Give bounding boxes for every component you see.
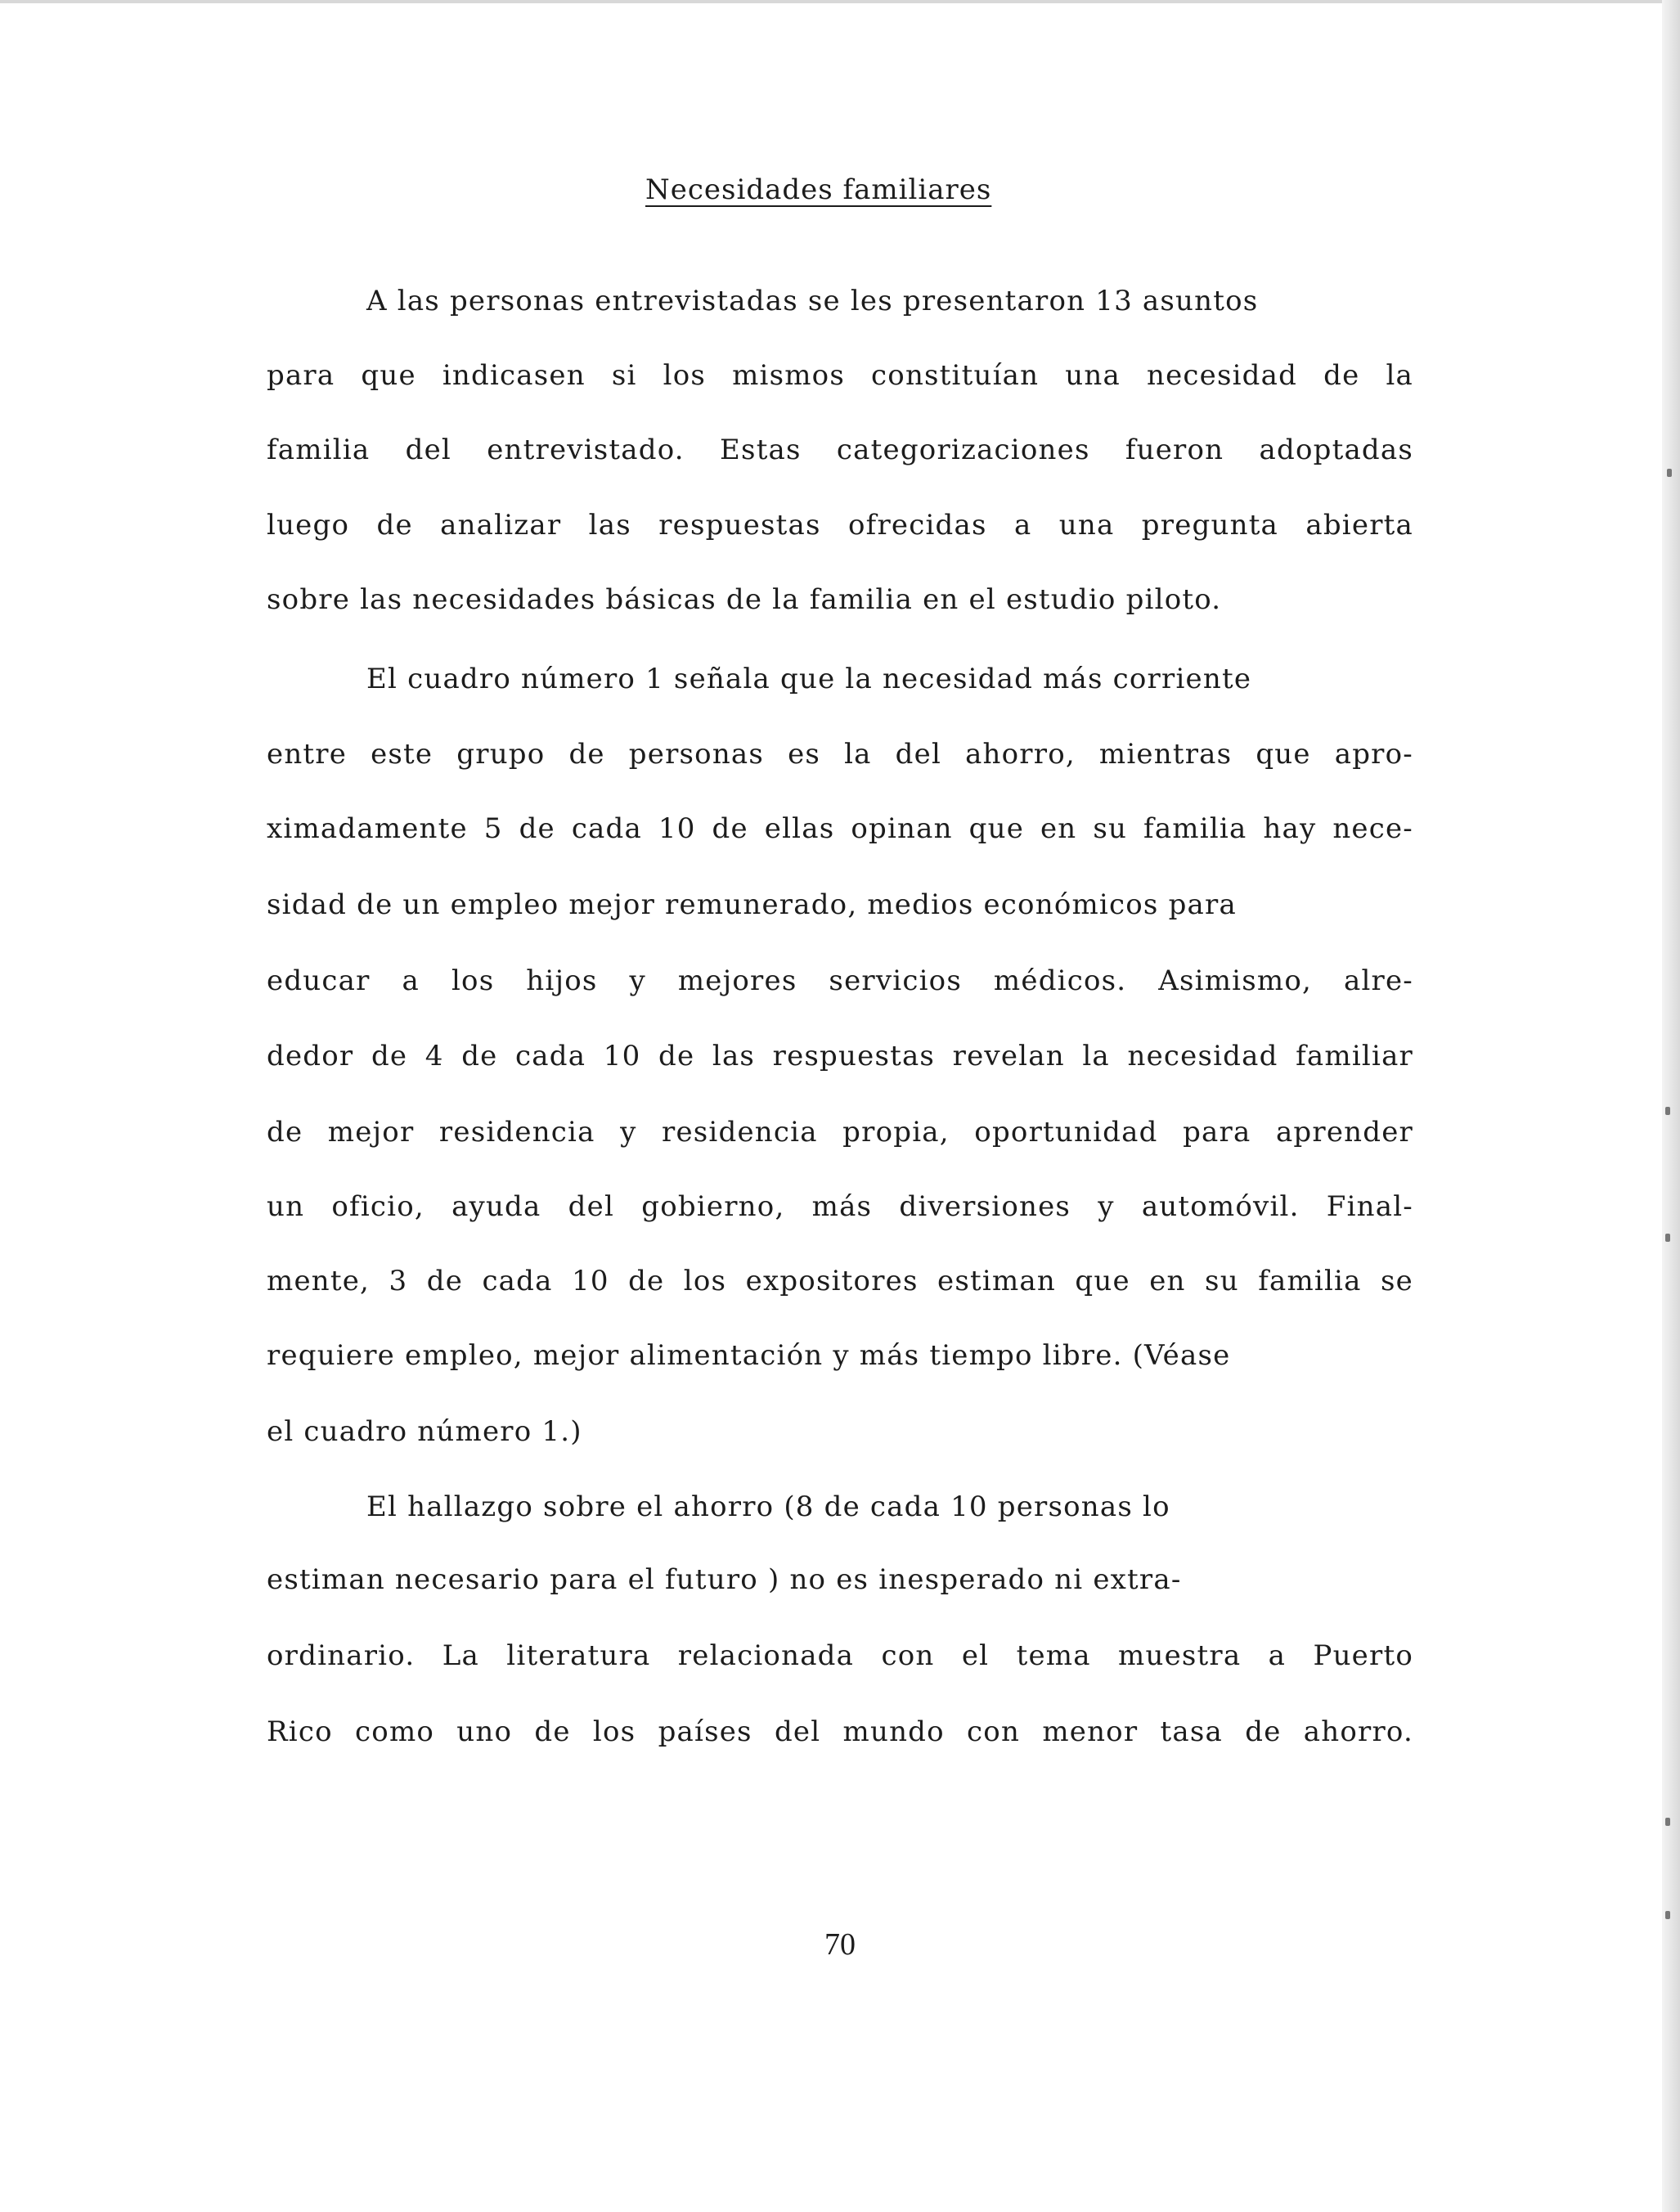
scan-speck xyxy=(1665,1107,1670,1115)
text-line: entre este grupo de personas es la del ahorro, mientras que apro- xyxy=(267,738,1413,771)
text-line: luego de analizar las respuestas ofrecidas a una pregunta abierta xyxy=(267,509,1413,542)
text-line: educar a los hijos y mejores servicios médicos. Asimismo, alre- xyxy=(267,964,1413,997)
text-line: mente, 3 de cada 10 de los expositores estiman que en su familia se xyxy=(267,1265,1413,1297)
text-line: ximadamente 5 de cada 10 de ellas opinan que en su familia hay nece- xyxy=(267,812,1413,845)
text-line: Rico como uno de los países del mundo con menor tasa de ahorro. xyxy=(267,1715,1413,1748)
scan-speck xyxy=(1665,1911,1670,1919)
text-line: estiman necesario para el futuro ) no es inesperado ni extra- xyxy=(267,1563,1182,1596)
text-line: dedor de 4 de cada 10 de las respuestas revelan la necesidad familiar xyxy=(267,1040,1413,1072)
text-line: sobre las necesidades básicas de la familia en el estudio piloto. xyxy=(267,583,1222,616)
scan-speck xyxy=(1665,1818,1670,1826)
text-line: familia del entrevistado. Estas categorizaciones fueron adoptadas xyxy=(267,434,1413,466)
text-line: para que indicasen si los mismos constituían una necesidad de la xyxy=(267,359,1413,392)
text-line: ordinario. La literatura relacionada con el tema muestra a Puerto xyxy=(267,1639,1413,1672)
scan-speck xyxy=(1665,1234,1670,1242)
scan-speck xyxy=(1667,469,1672,477)
section-heading: Necesidades familiares xyxy=(645,173,992,206)
page-number: 70 xyxy=(824,1927,856,1962)
text-line: requiere empleo, mejor alimentación y más tiempo libre. (Véase xyxy=(267,1339,1231,1372)
text-line: El cuadro número 1 señala que la necesidad más corriente xyxy=(366,663,1252,695)
text-line: el cuadro número 1.) xyxy=(267,1415,582,1448)
page-right-edge xyxy=(1662,0,1680,2212)
text-line: de mejor residencia y residencia propia, oportunidad para aprender xyxy=(267,1116,1413,1149)
page-top-edge xyxy=(0,0,1680,3)
text-line: un oficio, ayuda del gobierno, más diversiones y automóvil. Final- xyxy=(267,1190,1413,1223)
text-line: sidad de un empleo mejor remunerado, medios económicos para xyxy=(267,888,1237,921)
text-line: A las personas entrevistadas se les presentaron 13 asuntos xyxy=(366,285,1259,317)
text-line: El hallazgo sobre el ahorro (8 de cada 10 personas lo xyxy=(366,1490,1170,1523)
